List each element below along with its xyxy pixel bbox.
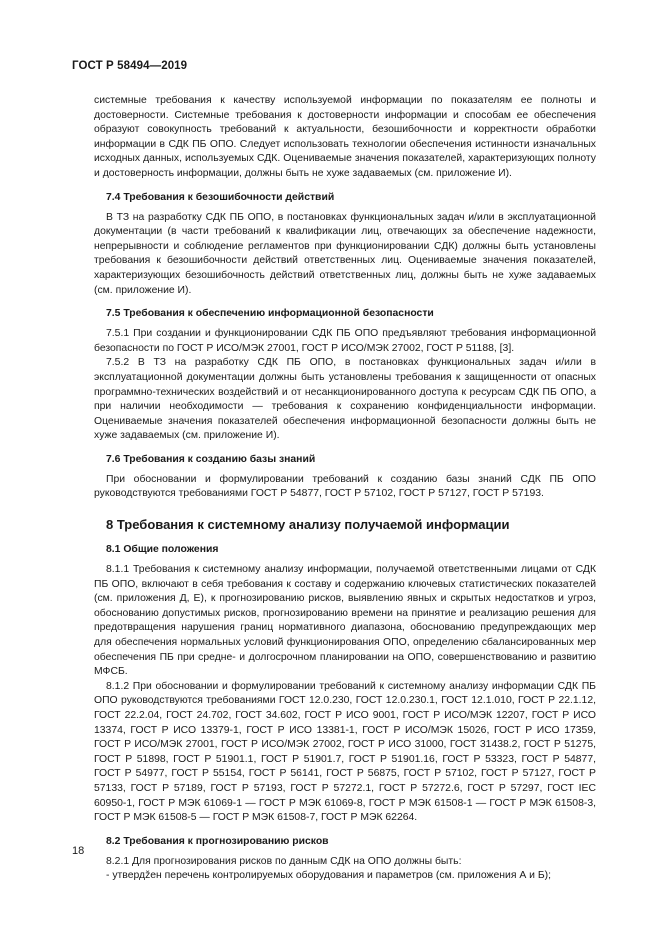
section-7-5-title: 7.5 Требования к обеспечению информационной безопасности xyxy=(106,308,434,320)
section-7-4-text: В ТЗ на разработку СДК ПБ ОПО, в постановках функциональных задач и/или в эксплуатационной документации (в части требований к квалификации лиц, отвечающих за обеспечение надежности, непрерывности и соблюдение регламентов при функционировании СДК) должны быть установлены требования к безошибочности действий ответственных лиц. Оцениваемые значения показателей, характеризующих безошибочность действий ответственных лиц, должны быть не хуже задаваемых (см. приложение И). xyxy=(94,211,596,296)
section-8-2-list-item: - утвердžен перечень контролируемых оборудования и параметров (см. приложения А и Б); xyxy=(106,870,552,882)
section-7-6-title: 7.6 Требования к созданию базы знаний xyxy=(106,453,316,465)
section-8-1-title: 8.1 Общие положения xyxy=(106,544,219,556)
page-number: 18 xyxy=(72,845,85,857)
document-code: ГОСТ Р 58494—2019 xyxy=(72,60,188,72)
section-8-1-2-text: 8.1.2 При обосновании и формулировании требований к системному анализу информации СДК ПБ ОПО руководствуются требованиями ГОСТ 12.0.230, ГОСТ 12.0.230.1, ГОСТ 12.1.010, ГОСТ Р 22.1.12, ГОСТ 22.2.04, ГОСТ 24.702, ГОСТ 34.602, ГОСТ Р ИСО 9001, ГОСТ Р ИСО/МЭК 12207, ГОСТ Р ИСО 13374, ГОСТ Р ИСО 13379-1, ГОСТ Р ИСО 13381-1, ГОСТ Р ИСО/МЭК 15026, ГОСТ Р ИСО 17359, ГОСТ Р ИСО/МЭК 27001, ГОСТ Р ИСО/МЭК 27002, ГОСТ Р ИСО 31000, ГОСТ 31438.2, ГОСТ Р 51275, ГОСТ Р 51898, ГОСТ Р 51901.1, ГОСТ Р 51901.7, ГОСТ Р 51901.16, ГОСТ Р 53323, ГОСТ Р 54877, ГОСТ Р 54977, ГОСТ Р 55154, ГОСТ Р 56141, ГОСТ Р 56875, ГОСТ Р 57102, ГОСТ Р 57127, ГОСТ Р 57133, ГОСТ Р 57189, ГОСТ Р 57193, ГОСТ Р 57272.1, ГОСТ Р 57272.6, ГОСТ Р 57297, ГОСТ IEC 60950-1, ГОСТ Р МЭК 61069-1 — ГОСТ Р МЭК 61069-8, ГОСТ Р МЭК 61508-1 — ГОСТ Р МЭК 61508-3, ГОСТ Р МЭК 61508-5 — ГОСТ Р МЭК 61508-7, ГОСТ Р МЭК 62264. xyxy=(94,680,596,824)
section-7-5-2-text: 7.5.2 В ТЗ на разработку СДК ПБ ОПО, в постановках функциональных задач и/или в эксплуатационной документации должны быть установлены требования к защищенности от опасных программно-технических воздействий и от несанкционированного доступа к ресурсам СДК ПБ ОПО, а при наличии необходимости — требования к сохранению конфиденциальности информации. Оцениваемые значения показателей обеспечения информационной безопасности должны быть не хуже задаваемых (см. приложение И). xyxy=(94,357,596,442)
document-body xyxy=(94,94,596,884)
intro-paragraph: системные требования к качеству используемой информации по показателям ее полноты и достоверности. Системные требования к достоверности информации и способам ее обеспечения образуют совокупность требований к актуальности, безошибочности и корректности обработки информации в СДК ПБ ОПО. Следует использовать технологии обеспечения истинности изначальных исходных данных, используемых СДК. Оцениваемые значения показателей, характеризующих полноту и достоверность информации, должны быть не хуже задаваемых (см. приложение И). xyxy=(94,95,596,179)
section-8-1-1-text: 8.1.1 Требования к системному анализу информации, получаемой ответственными лицами от СДК ПБ ОПО, включают в себя требования к составу и содержанию ключевых статистических показателей (см. приложения Д, Е), к прогнозированию рисков, выявлению явных и скрытых недостатков и угроз, обоснованию допустимых рисков, прогнозированию времени на принятие и реализацию решения для предотвращения нарушения границ нормативного диапазона, обоснованию предупреждающих мер для обеспечения нормальных условий функционирования ОПО, определению сбалансированных мер обеспечения ПБ при средне- и долгосрочном планировании на ОПО, совершенствованию и развитию МФСБ. xyxy=(94,564,596,678)
section-7-5-1-text: 7.5.1 При создании и функционировании СДК ПБ ОПО предъявляют требования информационной безопасности по ГОСТ Р ИСО/МЭК 27001, ГОСТ Р ИСО/МЭК 27002, ГОСТ Р 51188, [3]. xyxy=(94,328,596,354)
section-8-2-1-text: 8.2.1 Для прогнозирования рисков по данным СДК на ОПО должны быть: xyxy=(106,855,462,867)
section-7-4-title: 7.4 Требования к безошибочности действий xyxy=(106,191,335,203)
section-7-6-text: При обосновании и формулировании требований к созданию базы знаний СДК ПБ ОПО руководствуются требованиями ГОСТ Р 54877, ГОСТ Р 57102, ГОСТ Р 57127, ГОСТ Р 57193. xyxy=(94,473,596,500)
section-8-2-title: 8.2 Требования к прогнозированию рисков xyxy=(106,835,329,847)
section-8-title: 8 Требования к системному анализу получаемой информации xyxy=(106,517,510,533)
